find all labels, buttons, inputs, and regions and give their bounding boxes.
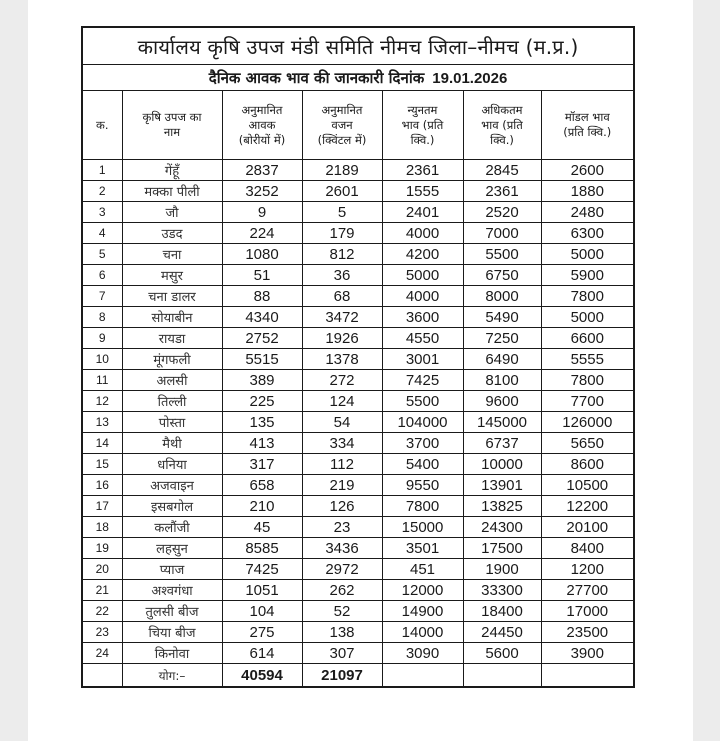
modal-price-cell: 5900 xyxy=(541,265,634,286)
header-line: (बोरीयों में) xyxy=(238,132,286,147)
crop-name-cell: किनोवा xyxy=(122,643,222,664)
crop-name-cell: प्याज xyxy=(122,559,222,580)
weight-quintal-cell: 272 xyxy=(302,370,382,391)
modal-price-cell: 1880 xyxy=(541,181,634,202)
min-price-cell: 3090 xyxy=(382,643,463,664)
table-row xyxy=(82,307,634,328)
table-row xyxy=(82,391,634,412)
weight-quintal-cell: 2189 xyxy=(302,160,382,181)
weight-quintal-cell: 2972 xyxy=(302,559,382,580)
max-price-cell: 33300 xyxy=(463,580,541,601)
arrival-bags-cell: 51 xyxy=(222,265,302,286)
table-row xyxy=(82,433,634,454)
crop-name-cell: उडद xyxy=(122,223,222,244)
header-line: वजन xyxy=(331,117,353,132)
header-max-price xyxy=(463,91,541,160)
min-price-cell: 5500 xyxy=(382,391,463,412)
arrival-bags-cell: 88 xyxy=(222,286,302,307)
serial-cell: 12 xyxy=(82,391,122,412)
crop-name-cell: जौ xyxy=(122,202,222,223)
max-price-cell: 5500 xyxy=(463,244,541,265)
table-row xyxy=(82,580,634,601)
modal-price-cell: 1200 xyxy=(541,559,634,580)
arrival-bags-cell: 225 xyxy=(222,391,302,412)
max-price-cell: 1900 xyxy=(463,559,541,580)
serial-cell: 4 xyxy=(82,223,122,244)
crop-name-cell: लहसुन xyxy=(122,538,222,559)
weight-quintal-cell: 36 xyxy=(302,265,382,286)
crop-name-cell: अजवाइन xyxy=(122,475,222,496)
crop-name-cell: मैथी xyxy=(122,433,222,454)
table-row xyxy=(82,538,634,559)
crop-name-cell: चना डालर xyxy=(122,286,222,307)
serial-cell: 22 xyxy=(82,601,122,622)
crop-name-cell: पोस्ता xyxy=(122,412,222,433)
max-price-cell: 145000 xyxy=(463,412,541,433)
max-price-cell: 18400 xyxy=(463,601,541,622)
min-price-cell: 15000 xyxy=(382,517,463,538)
modal-price-cell: 6300 xyxy=(541,223,634,244)
header-weight-quintal xyxy=(302,91,382,160)
weight-quintal-cell: 112 xyxy=(302,454,382,475)
header-serial xyxy=(82,91,122,160)
crop-name-cell: चना xyxy=(122,244,222,265)
modal-price-cell: 7800 xyxy=(541,370,634,391)
max-price-cell: 6750 xyxy=(463,265,541,286)
total-serial-cell xyxy=(82,664,122,688)
header-line: अधिकतम xyxy=(481,102,523,117)
weight-quintal-cell: 126 xyxy=(302,496,382,517)
table-row xyxy=(82,328,634,349)
arrival-bags-cell: 210 xyxy=(222,496,302,517)
serial-cell: 9 xyxy=(82,328,122,349)
min-price-cell: 14900 xyxy=(382,601,463,622)
arrival-bags-cell: 224 xyxy=(222,223,302,244)
header-min-price xyxy=(382,91,463,160)
weight-quintal-cell: 2601 xyxy=(302,181,382,202)
crop-name-cell: सोयाबीन xyxy=(122,307,222,328)
weight-quintal-cell: 54 xyxy=(302,412,382,433)
total-arrival-bags: 40594 xyxy=(222,664,302,688)
weight-quintal-cell: 1378 xyxy=(302,349,382,370)
crop-name-cell: धनिया xyxy=(122,454,222,475)
modal-price-cell: 7700 xyxy=(541,391,634,412)
header-line: कृषि उपज का xyxy=(142,110,202,124)
modal-price-cell: 3900 xyxy=(541,643,634,664)
min-price-cell: 3501 xyxy=(382,538,463,559)
min-price-cell: 4550 xyxy=(382,328,463,349)
serial-cell: 18 xyxy=(82,517,122,538)
arrival-bags-cell: 45 xyxy=(222,517,302,538)
header-line: मॉडल भाव xyxy=(564,110,610,124)
crop-name-cell: मूंगफली xyxy=(122,349,222,370)
arrival-bags-cell: 135 xyxy=(222,412,302,433)
total-label: योग:– xyxy=(122,664,222,688)
header-line: नाम xyxy=(163,125,181,139)
mandi-rates-table xyxy=(81,26,635,688)
header-line: (क्विंटल में) xyxy=(317,132,367,147)
max-price-cell: 6737 xyxy=(463,433,541,454)
modal-price-cell: 126000 xyxy=(541,412,634,433)
modal-price-cell: 20100 xyxy=(541,517,634,538)
serial-cell: 3 xyxy=(82,202,122,223)
max-price-cell: 5490 xyxy=(463,307,541,328)
min-price-cell: 3600 xyxy=(382,307,463,328)
total-row xyxy=(82,664,634,688)
modal-price-cell: 5000 xyxy=(541,244,634,265)
modal-price-cell: 5650 xyxy=(541,433,634,454)
arrival-bags-cell: 317 xyxy=(222,454,302,475)
modal-price-cell: 6600 xyxy=(541,328,634,349)
min-price-cell: 3001 xyxy=(382,349,463,370)
table-row xyxy=(82,643,634,664)
header-line: न्युनतम xyxy=(407,102,438,117)
arrival-bags-cell: 2837 xyxy=(222,160,302,181)
arrival-bags-cell: 7425 xyxy=(222,559,302,580)
weight-quintal-cell: 307 xyxy=(302,643,382,664)
table-row xyxy=(82,496,634,517)
serial-cell: 19 xyxy=(82,538,122,559)
weight-quintal-cell: 124 xyxy=(302,391,382,412)
modal-price-cell: 17000 xyxy=(541,601,634,622)
weight-quintal-cell: 138 xyxy=(302,622,382,643)
serial-cell: 24 xyxy=(82,643,122,664)
total-weight-quintal: 21097 xyxy=(302,664,382,688)
weight-quintal-cell: 52 xyxy=(302,601,382,622)
arrival-bags-cell: 614 xyxy=(222,643,302,664)
serial-cell: 13 xyxy=(82,412,122,433)
column-header-row xyxy=(82,91,634,160)
arrival-bags-cell: 9 xyxy=(222,202,302,223)
max-price-cell: 10000 xyxy=(463,454,541,475)
weight-quintal-cell: 3436 xyxy=(302,538,382,559)
max-price-cell: 7000 xyxy=(463,223,541,244)
arrival-bags-cell: 8585 xyxy=(222,538,302,559)
total-modal-price-empty xyxy=(541,664,634,688)
modal-price-cell: 2480 xyxy=(541,202,634,223)
table-row xyxy=(82,244,634,265)
weight-quintal-cell: 179 xyxy=(302,223,382,244)
min-price-cell: 4000 xyxy=(382,286,463,307)
serial-cell: 15 xyxy=(82,454,122,475)
modal-price-cell: 8400 xyxy=(541,538,634,559)
subtitle-row xyxy=(82,65,634,91)
table-row xyxy=(82,601,634,622)
weight-quintal-cell: 219 xyxy=(302,475,382,496)
modal-price-cell: 10500 xyxy=(541,475,634,496)
serial-cell: 20 xyxy=(82,559,122,580)
table-row xyxy=(82,370,634,391)
min-price-cell: 104000 xyxy=(382,412,463,433)
table-row xyxy=(82,517,634,538)
modal-price-cell: 27700 xyxy=(541,580,634,601)
max-price-cell: 2520 xyxy=(463,202,541,223)
report-subtitle xyxy=(82,65,634,91)
min-price-cell: 7800 xyxy=(382,496,463,517)
min-price-cell: 14000 xyxy=(382,622,463,643)
arrival-bags-cell: 275 xyxy=(222,622,302,643)
modal-price-cell: 12200 xyxy=(541,496,634,517)
table-row xyxy=(82,622,634,643)
crop-name-cell: अश्वगंधा xyxy=(122,580,222,601)
table-row xyxy=(82,160,634,181)
serial-cell: 7 xyxy=(82,286,122,307)
crop-name-cell: चिया बीज xyxy=(122,622,222,643)
arrival-bags-cell: 5515 xyxy=(222,349,302,370)
weight-quintal-cell: 68 xyxy=(302,286,382,307)
max-price-cell: 8100 xyxy=(463,370,541,391)
table-row xyxy=(82,475,634,496)
header-line: (प्रति क्वि.) xyxy=(563,125,612,139)
office-title: कार्यालय कृषि उपज मंडी समिति नीमच जिला–नीमच (म.प्र.) xyxy=(82,27,634,65)
table-row xyxy=(82,286,634,307)
header-crop-name xyxy=(122,91,222,160)
weight-quintal-cell: 5 xyxy=(302,202,382,223)
crop-name-cell: तिल्ली xyxy=(122,391,222,412)
modal-price-cell: 7800 xyxy=(541,286,634,307)
serial-cell: 10 xyxy=(82,349,122,370)
modal-price-cell: 23500 xyxy=(541,622,634,643)
crop-name-cell: रायडा xyxy=(122,328,222,349)
modal-price-cell: 5000 xyxy=(541,307,634,328)
min-price-cell: 12000 xyxy=(382,580,463,601)
min-price-cell: 9550 xyxy=(382,475,463,496)
header-arrival-bags xyxy=(222,91,302,160)
serial-cell: 8 xyxy=(82,307,122,328)
arrival-bags-cell: 1051 xyxy=(222,580,302,601)
max-price-cell: 5600 xyxy=(463,643,541,664)
total-min-price-empty xyxy=(382,664,463,688)
weight-quintal-cell: 3472 xyxy=(302,307,382,328)
min-price-cell: 5000 xyxy=(382,265,463,286)
min-price-cell: 2401 xyxy=(382,202,463,223)
modal-price-cell: 8600 xyxy=(541,454,634,475)
crop-name-cell: तुलसी बीज xyxy=(122,601,222,622)
arrival-bags-cell: 389 xyxy=(222,370,302,391)
max-price-cell: 13901 xyxy=(463,475,541,496)
max-price-cell: 13825 xyxy=(463,496,541,517)
header-line: अनुमानित xyxy=(321,102,363,117)
max-price-cell: 9600 xyxy=(463,391,541,412)
min-price-cell: 4200 xyxy=(382,244,463,265)
header-line: क्वि.) xyxy=(490,132,514,147)
table-row xyxy=(82,223,634,244)
modal-price-cell: 5555 xyxy=(541,349,634,370)
crop-name-cell: मसुर xyxy=(122,265,222,286)
serial-cell: 6 xyxy=(82,265,122,286)
max-price-cell: 2361 xyxy=(463,181,541,202)
table-row xyxy=(82,412,634,433)
weight-quintal-cell: 334 xyxy=(302,433,382,454)
min-price-cell: 3700 xyxy=(382,433,463,454)
modal-price-cell: 2600 xyxy=(541,160,634,181)
arrival-bags-cell: 104 xyxy=(222,601,302,622)
arrival-bags-cell: 3252 xyxy=(222,181,302,202)
max-price-cell: 2845 xyxy=(463,160,541,181)
max-price-cell: 7250 xyxy=(463,328,541,349)
crop-name-cell: अलसी xyxy=(122,370,222,391)
crop-name-cell: इसबगोल xyxy=(122,496,222,517)
subtitle-label: दैनिक आवक भाव की जानकारी दिनांक xyxy=(208,68,425,87)
serial-cell: 14 xyxy=(82,433,122,454)
serial-cell: 5 xyxy=(82,244,122,265)
min-price-cell: 451 xyxy=(382,559,463,580)
table-row xyxy=(82,349,634,370)
serial-cell: 2 xyxy=(82,181,122,202)
arrival-bags-cell: 658 xyxy=(222,475,302,496)
serial-cell: 16 xyxy=(82,475,122,496)
table-row xyxy=(82,181,634,202)
header-line: आवक xyxy=(248,117,276,132)
crop-name-cell: मक्का पीली xyxy=(122,181,222,202)
min-price-cell: 4000 xyxy=(382,223,463,244)
table-row xyxy=(82,265,634,286)
max-price-cell: 6490 xyxy=(463,349,541,370)
serial-cell: 23 xyxy=(82,622,122,643)
serial-cell: 1 xyxy=(82,160,122,181)
arrival-bags-cell: 1080 xyxy=(222,244,302,265)
min-price-cell: 7425 xyxy=(382,370,463,391)
arrival-bags-cell: 413 xyxy=(222,433,302,454)
total-max-price-empty xyxy=(463,664,541,688)
max-price-cell: 8000 xyxy=(463,286,541,307)
min-price-cell: 2361 xyxy=(382,160,463,181)
weight-quintal-cell: 812 xyxy=(302,244,382,265)
weight-quintal-cell: 1926 xyxy=(302,328,382,349)
weight-quintal-cell: 262 xyxy=(302,580,382,601)
header-line: क्वि.) xyxy=(410,132,435,147)
report-date: 19.01.2026 xyxy=(432,69,508,87)
crop-name-cell: कलौंजी xyxy=(122,517,222,538)
header-line: अनुमानित xyxy=(241,102,283,117)
serial-cell: 17 xyxy=(82,496,122,517)
title-row xyxy=(82,27,634,65)
serial-cell: 11 xyxy=(82,370,122,391)
header-line: भाव (प्रति xyxy=(401,117,444,132)
serial-cell: 21 xyxy=(82,580,122,601)
table-row xyxy=(82,202,634,223)
crop-name-cell: गेंहूँ xyxy=(122,160,222,181)
arrival-bags-cell: 2752 xyxy=(222,328,302,349)
max-price-cell: 17500 xyxy=(463,538,541,559)
header-line: क. xyxy=(96,117,109,132)
max-price-cell: 24450 xyxy=(463,622,541,643)
weight-quintal-cell: 23 xyxy=(302,517,382,538)
table-row xyxy=(82,454,634,475)
max-price-cell: 24300 xyxy=(463,517,541,538)
header-modal-price xyxy=(541,91,634,160)
arrival-bags-cell: 4340 xyxy=(222,307,302,328)
min-price-cell: 1555 xyxy=(382,181,463,202)
table-row xyxy=(82,559,634,580)
header-line: भाव (प्रति xyxy=(481,117,523,132)
min-price-cell: 5400 xyxy=(382,454,463,475)
